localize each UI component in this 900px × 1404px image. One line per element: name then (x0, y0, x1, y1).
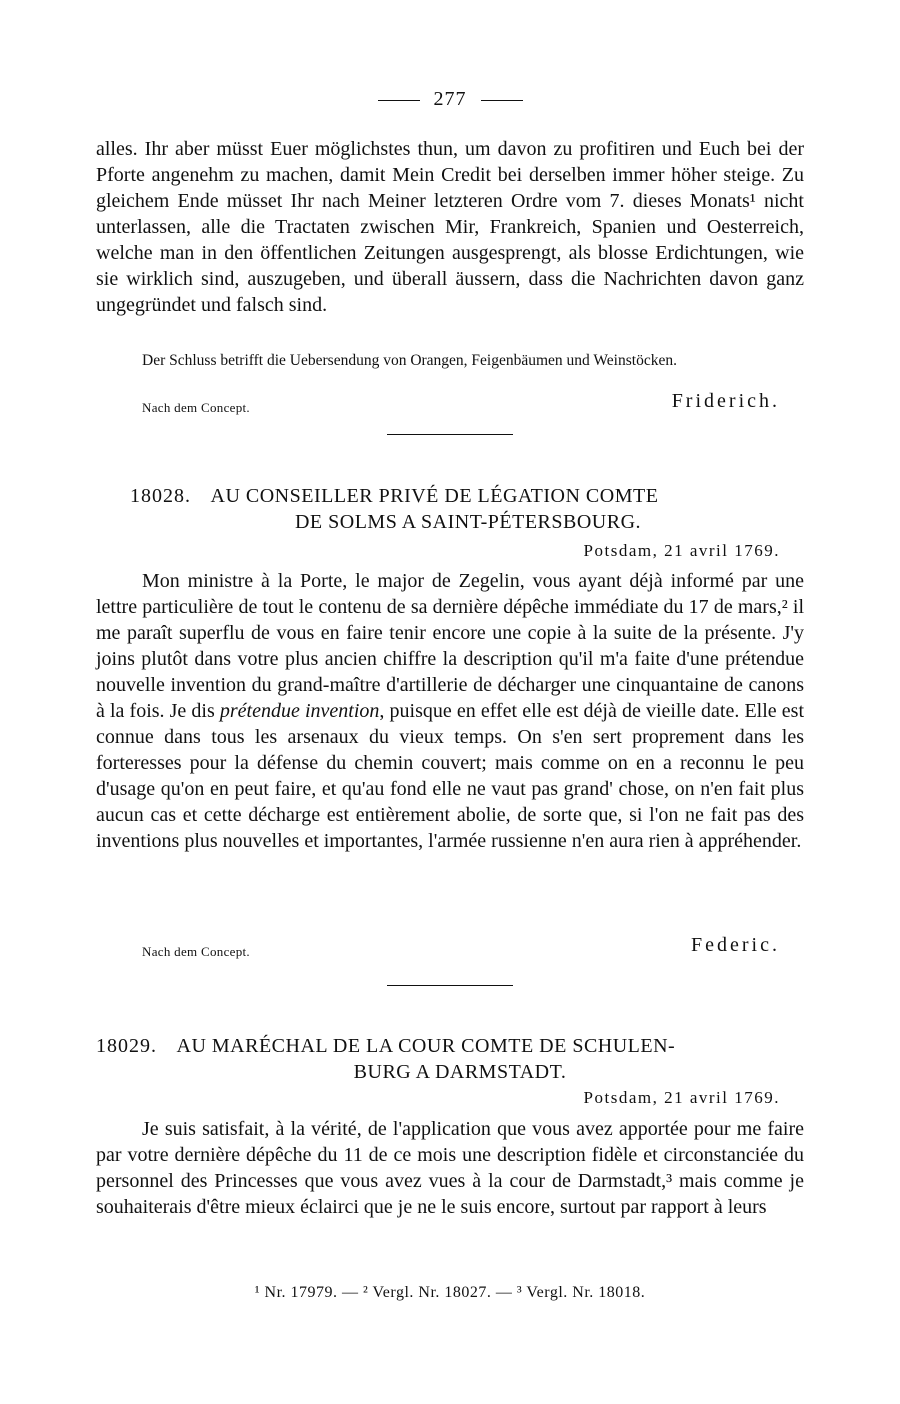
section3-paragraph (96, 1116, 804, 1220)
section1-paragraph (96, 136, 804, 318)
section2-source: Nach dem Concept. (142, 944, 250, 959)
section2-heading-line1: AU CONSEILLER PRIVÉ DE LÉGATION COMTE (210, 485, 659, 507)
section2-emphasis: prétendue invention (219, 700, 380, 722)
section-divider-1 (387, 434, 513, 435)
section3-heading-line2: BURG A DARMSTADT. (353, 1061, 567, 1083)
section2-signature: Federic. (691, 934, 780, 956)
section2-heading-line2: DE SOLMS A SAINT-PÉTERSBOURG. (294, 511, 642, 533)
page-number-dash-left (378, 100, 420, 101)
section3-heading-line1: AU MARÉCHAL DE LA COUR COMTE DE SCHULEN- (176, 1035, 676, 1057)
section2-paragraph-end: , puisque en effet elle est déjà de vieille date. Elle est connue dans tous les arsenaux du vieux temps. On s'en sert proprement dans les forteresses pour la défense du chemin couvert; mais comme on en a reconnu le peu d'usage qu'on en peut faire, et qu'au fond elle ne vaut pas grand' chose, on n'en fait plus aucun cas et cette décharge est entièrement abolie, de sorte que, si l'on ne fait pas des inventions plus nouvelles et importantes, l'armée russienne n'en aura rien à appréhender. (96, 700, 804, 852)
section1-source: Nach dem Concept. (142, 400, 250, 415)
footnotes: ¹ Nr. 17979. — ² Vergl. Nr. 18027. — ³ Vergl. Nr. 18018. (254, 1284, 646, 1301)
section2-heading (96, 484, 804, 534)
page-number-line (0, 88, 900, 111)
section1-signature: Friderich. (671, 390, 780, 412)
section2-paragraph-start: Mon ministre à la Porte, le major de Zegelin, vous ayant déjà informé par une lettre particulière de tout le contenu de sa dernière dépêche immédiate du 17 de mars,² il me paraît superflu de vous en faire tenir encore une copie à la suite de la présente. J'y joins plutôt dans votre plus ancien chiffre la description qu'il m'a faite d'une prétendue nouvelle invention du grand-maître d'artillerie de décharger une cinquantaine de canons à la fois. Je dis (96, 570, 804, 722)
page-number: 277 (433, 88, 467, 110)
section3-number: 18029. (96, 1035, 157, 1057)
section2-paragraph-text (96, 568, 804, 854)
section1-paragraph-text: alles. Ihr aber müsst Euer möglichstes thun, um davon zu profitiren und Euch bei der Pforte angenehm zu machen, damit Mein Credit bei derselben immer höher steige. Zu gleichem Ende müsset Ihr nach Meiner letzteren Ordre vom 7. dieses Monats¹ nicht unterlassen, alle die Tractaten zwischen Mir, Frankreich, Spanien und Oesterreich, welche man in den öffentlichen Zeitungen ausgesprengt, als blosse Erdichtungen, wie sie wirklich sind, auszugeben, und überall äussern, dass die Nachrichten davon ganz ungegründet und falsch sind. (96, 138, 804, 316)
section2-dateline: Potsdam, 21 avril 1769. (583, 541, 780, 560)
section-divider-2 (387, 985, 513, 986)
section2-number: 18028. (130, 485, 191, 507)
page-number-dash-right (481, 100, 523, 101)
section3-paragraph-text: Je suis satisfait, à la vérité, de l'application que vous avez apportée pour me faire par votre dernière dépêche du 11 de ce mois une description fidèle et circonstanciée du personnel des Princesses que vous avez vues à la cour de Darmstadt,³ mais comme je souhaiterais d'être mieux éclairci que je ne le suis encore, surtout par rapport à leurs (96, 1118, 804, 1218)
section1-summary: Der Schluss betrifft die Uebersendung von Orangen, Feigenbäumen und Weinstöcken. (142, 352, 677, 369)
section3-heading (96, 1034, 804, 1084)
section2-paragraph (96, 568, 804, 854)
section3-dateline: Potsdam, 21 avril 1769. (583, 1088, 780, 1107)
